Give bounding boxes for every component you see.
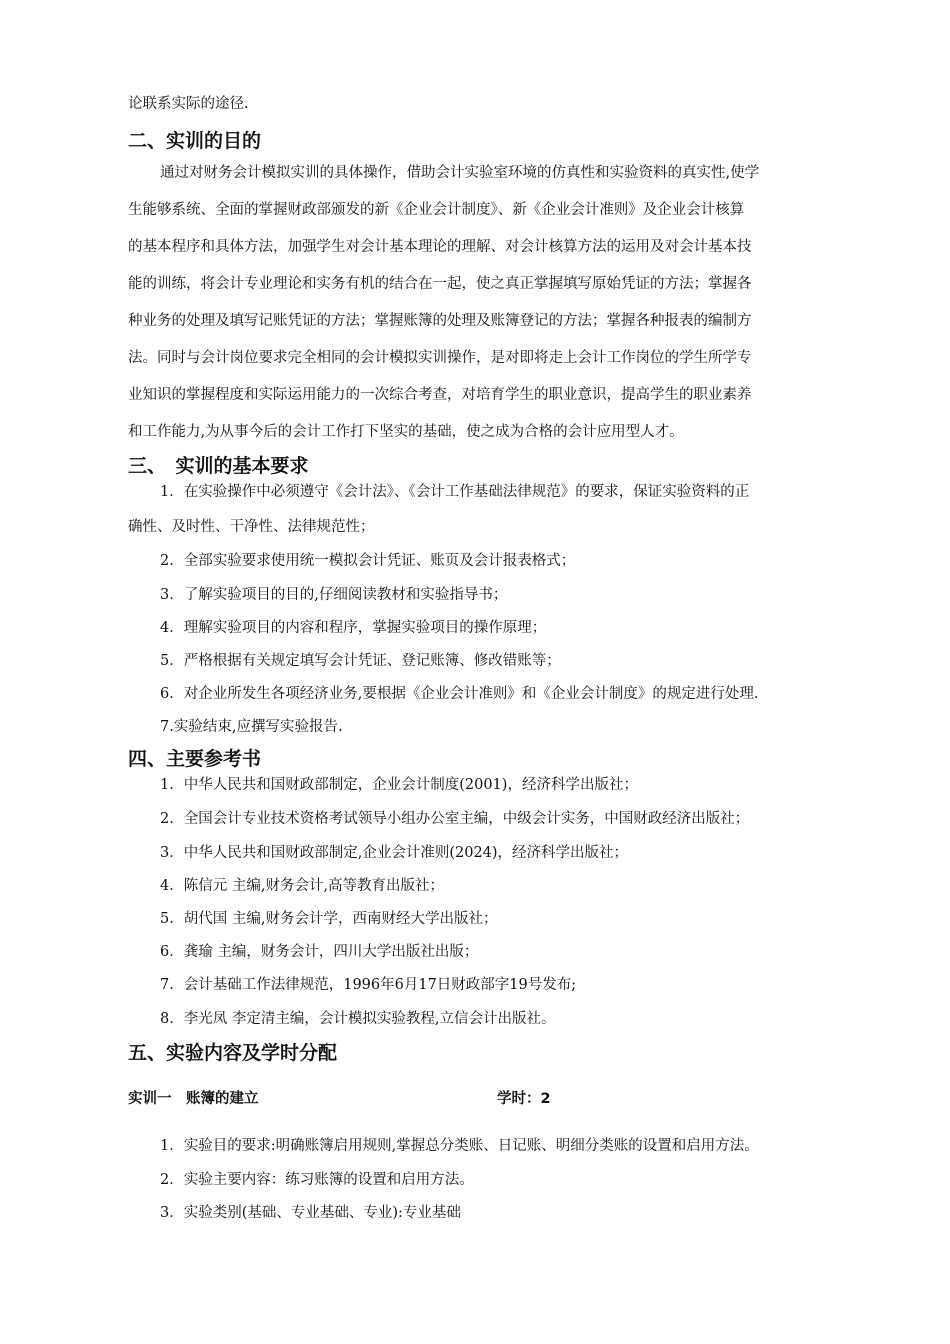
s2-paragraph-line: 法。同时与会计岗位要求完全相同的会计模拟实训操作，是对即将走上会计工作岗位的学生所学专 — [128, 350, 752, 366]
s3-requirement-item: 3．了解实验项目的目的,仔细阅读教材和实验指导书； — [160, 587, 508, 603]
reference-item: 5．胡代国 主编,财务会计学，西南财经大学出版社； — [160, 911, 498, 927]
intro-tail-text: 论联系实际的途径. — [128, 96, 249, 112]
lab-1-title: 实训一 账簿的建立 — [128, 1091, 259, 1107]
lab-1-item: 3．实验类别(基础、专业基础、专业):专业基础 — [160, 1205, 461, 1221]
s3-requirement-item: 6．对企业所发生各项经济业务,要根据《企业会计准则》和《企业会计制度》的规定进行处理. — [160, 686, 759, 702]
s2-paragraph-line: 业知识的掌握程度和实际运用能力的一次综合考查，对培育学生的职业意识，提高学生的职业素养 — [128, 387, 752, 403]
s3-requirement-item: 确性、及时性、干净性、法律规范性； — [128, 519, 375, 535]
s3-requirement-item: 7.实验结束,应撰写实验报告. — [160, 719, 343, 735]
s3-requirement-item: 4．理解实验项目的内容和程序，掌握实验项目的操作原理； — [160, 620, 547, 636]
reference-item: 7．会计基础工作法律规范，1996年6月17日财政部字19号发布; — [160, 977, 577, 993]
section-4-heading: 四、主要参考书 — [128, 748, 262, 770]
reference-item: 1．中华人民共和国财政部制定，企业会计制度(2001)，经济科学出版社； — [160, 777, 638, 793]
reference-item: 4．陈信元 主编,财务会计,高等教育出版社； — [160, 878, 445, 894]
reference-item: 8．李光凤 李定清主编，会计模拟实验教程,立信会计出版社。 — [160, 1011, 556, 1027]
section-5-heading: 五、实验内容及学时分配 — [128, 1042, 338, 1064]
s3-requirement-item: 1．在实验操作中必须遵守《会计法》、《会计工作基础法律规范》的要求，保证实验资料的正 — [160, 484, 750, 500]
s2-paragraph-line: 种业务的处理及填写记账凭证的方法；掌握账簿的处理及账簿登记的方法；掌握各种报表的编制方 — [128, 313, 752, 329]
reference-item: 6．龚瑜 主编，财务会计，四川大学出版社出版； — [160, 944, 479, 960]
s2-paragraph-line: 和工作能力,为从事今后的会计工作打下坚实的基础，使之成为合格的会计应用型人才。 — [128, 424, 684, 440]
s2-paragraph-line: 的基本程序和具体方法，加强学生对会计基本理论的理解、对会计核算方法的运用及对会计基本技 — [128, 239, 752, 255]
lab-1-hours: 学时：2 — [497, 1091, 551, 1107]
reference-item: 2．全国会计专业技术资格考试领导小组办公室主编，中级会计实务，中国财政经济出版社； — [160, 811, 750, 827]
s2-paragraph-line: 生能够系统、全面的掌握财政部颁发的新《企业会计制度》、新《企业会计准则》及企业会计核算 — [128, 202, 745, 218]
section-3-heading: 三、 实训的基本要求 — [128, 455, 309, 477]
s3-requirement-item: 5．严格根据有关规定填写会计凭证、登记账簿、修改错账等； — [160, 653, 561, 669]
reference-item: 3．中华人民共和国财政部制定,企业会计准则(2024)，经济科学出版社； — [160, 845, 629, 861]
lab-1-item: 2．实验主要内容：练习账簿的设置和启用方法。 — [160, 1172, 474, 1188]
s2-paragraph-line: 通过对财务会计模拟实训的具体操作，借助会计实验室环境的仿真性和实验资料的真实性,使学 — [160, 165, 760, 181]
s3-requirement-item: 2．全部实验要求使用统一模拟会计凭证、账页及会计报表格式； — [160, 553, 576, 569]
lab-1-item: 1．实验目的要求:明确账簿启用规则,掌握总分类账、日记账、明细分类账的设置和启用方法。 — [160, 1138, 759, 1154]
s2-paragraph-line: 能的训练，将会计专业理论和实务有机的结合在一起，使之真正掌握填写原始凭证的方法；掌握各 — [128, 276, 752, 292]
section-2-heading: 二、实训的目的 — [128, 130, 262, 152]
